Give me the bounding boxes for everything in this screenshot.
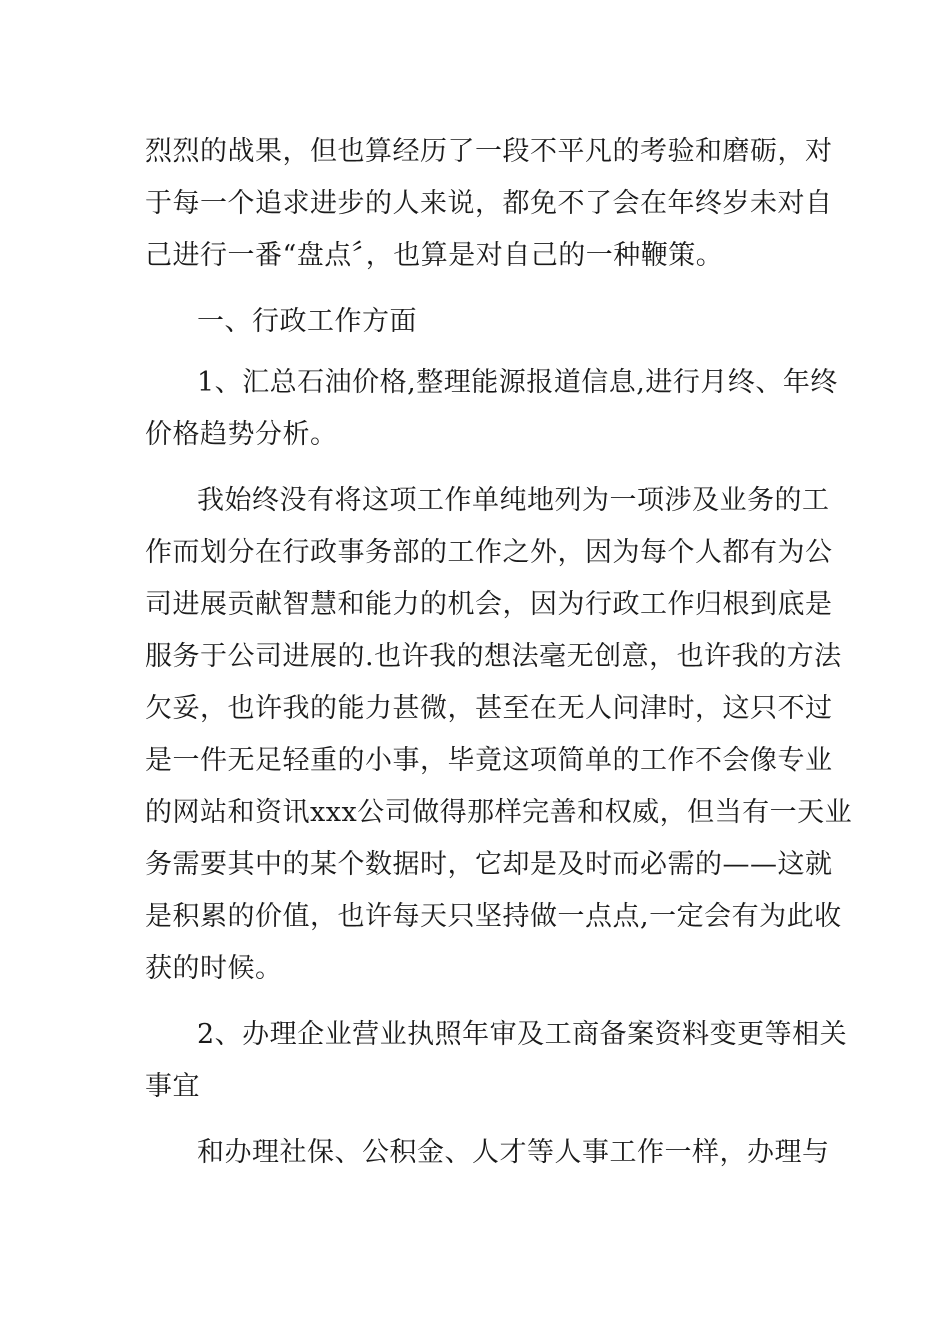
paragraph-line: 我始终没有将这项工作单纯地列为一项涉及业务的工 [197,485,830,516]
paragraph-line: 服务于公司进展的.也许我的想法毫无创意，也许我的方法 [145,641,842,672]
paragraph-line: 是积累的价值，也许每天只坚持做一点点,一定会有为此收 [145,901,842,932]
paragraph-line: 己进行一番“盘点〞，也算是对自己的一种鞭策。 [145,240,724,271]
paragraph-line: 获的时候。 [145,953,283,984]
section-heading: 一、行政工作方面 [197,306,417,337]
paragraph-line: 1、汇总石油价格,整理能源报道信息,进行月终、年终 [197,367,838,398]
paragraph-line: 务需要其中的某个数据时，它却是及时而必需的——这就 [145,849,833,880]
paragraph-line: 司进展贡献智慧和能力的机会，因为行政工作归根到底是 [145,589,833,620]
paragraph-line: 作而划分在行政事务部的工作之外，因为每个人都有为公 [145,537,833,568]
paragraph-line: 事宜 [145,1071,200,1102]
paragraph-line: 于每一个追求进步的人来说，都免不了会在年终岁未对自 [145,188,833,219]
paragraph-line: 价格趋势分析。 [145,419,338,450]
paragraph-line: 2、办理企业营业执照年审及工商备案资料变更等相关 [197,1019,848,1050]
paragraph-line: 是一件无足轻重的小事，毕竟这项简单的工作不会像专业 [145,745,833,776]
paragraph-line: 和办理社保、公积金、人才等人事工作一样，办理与 [197,1137,830,1168]
paragraph-line: 烈烈的战果，但也算经历了一段不平凡的考验和磨砺，对 [145,136,833,167]
paragraph-line: 的网站和资讯xxx公司做得那样完善和权威，但当有一天业 [145,797,853,828]
paragraph-line: 欠妥，也许我的能力甚微，甚至在无人问津时，这只不过 [145,693,833,724]
